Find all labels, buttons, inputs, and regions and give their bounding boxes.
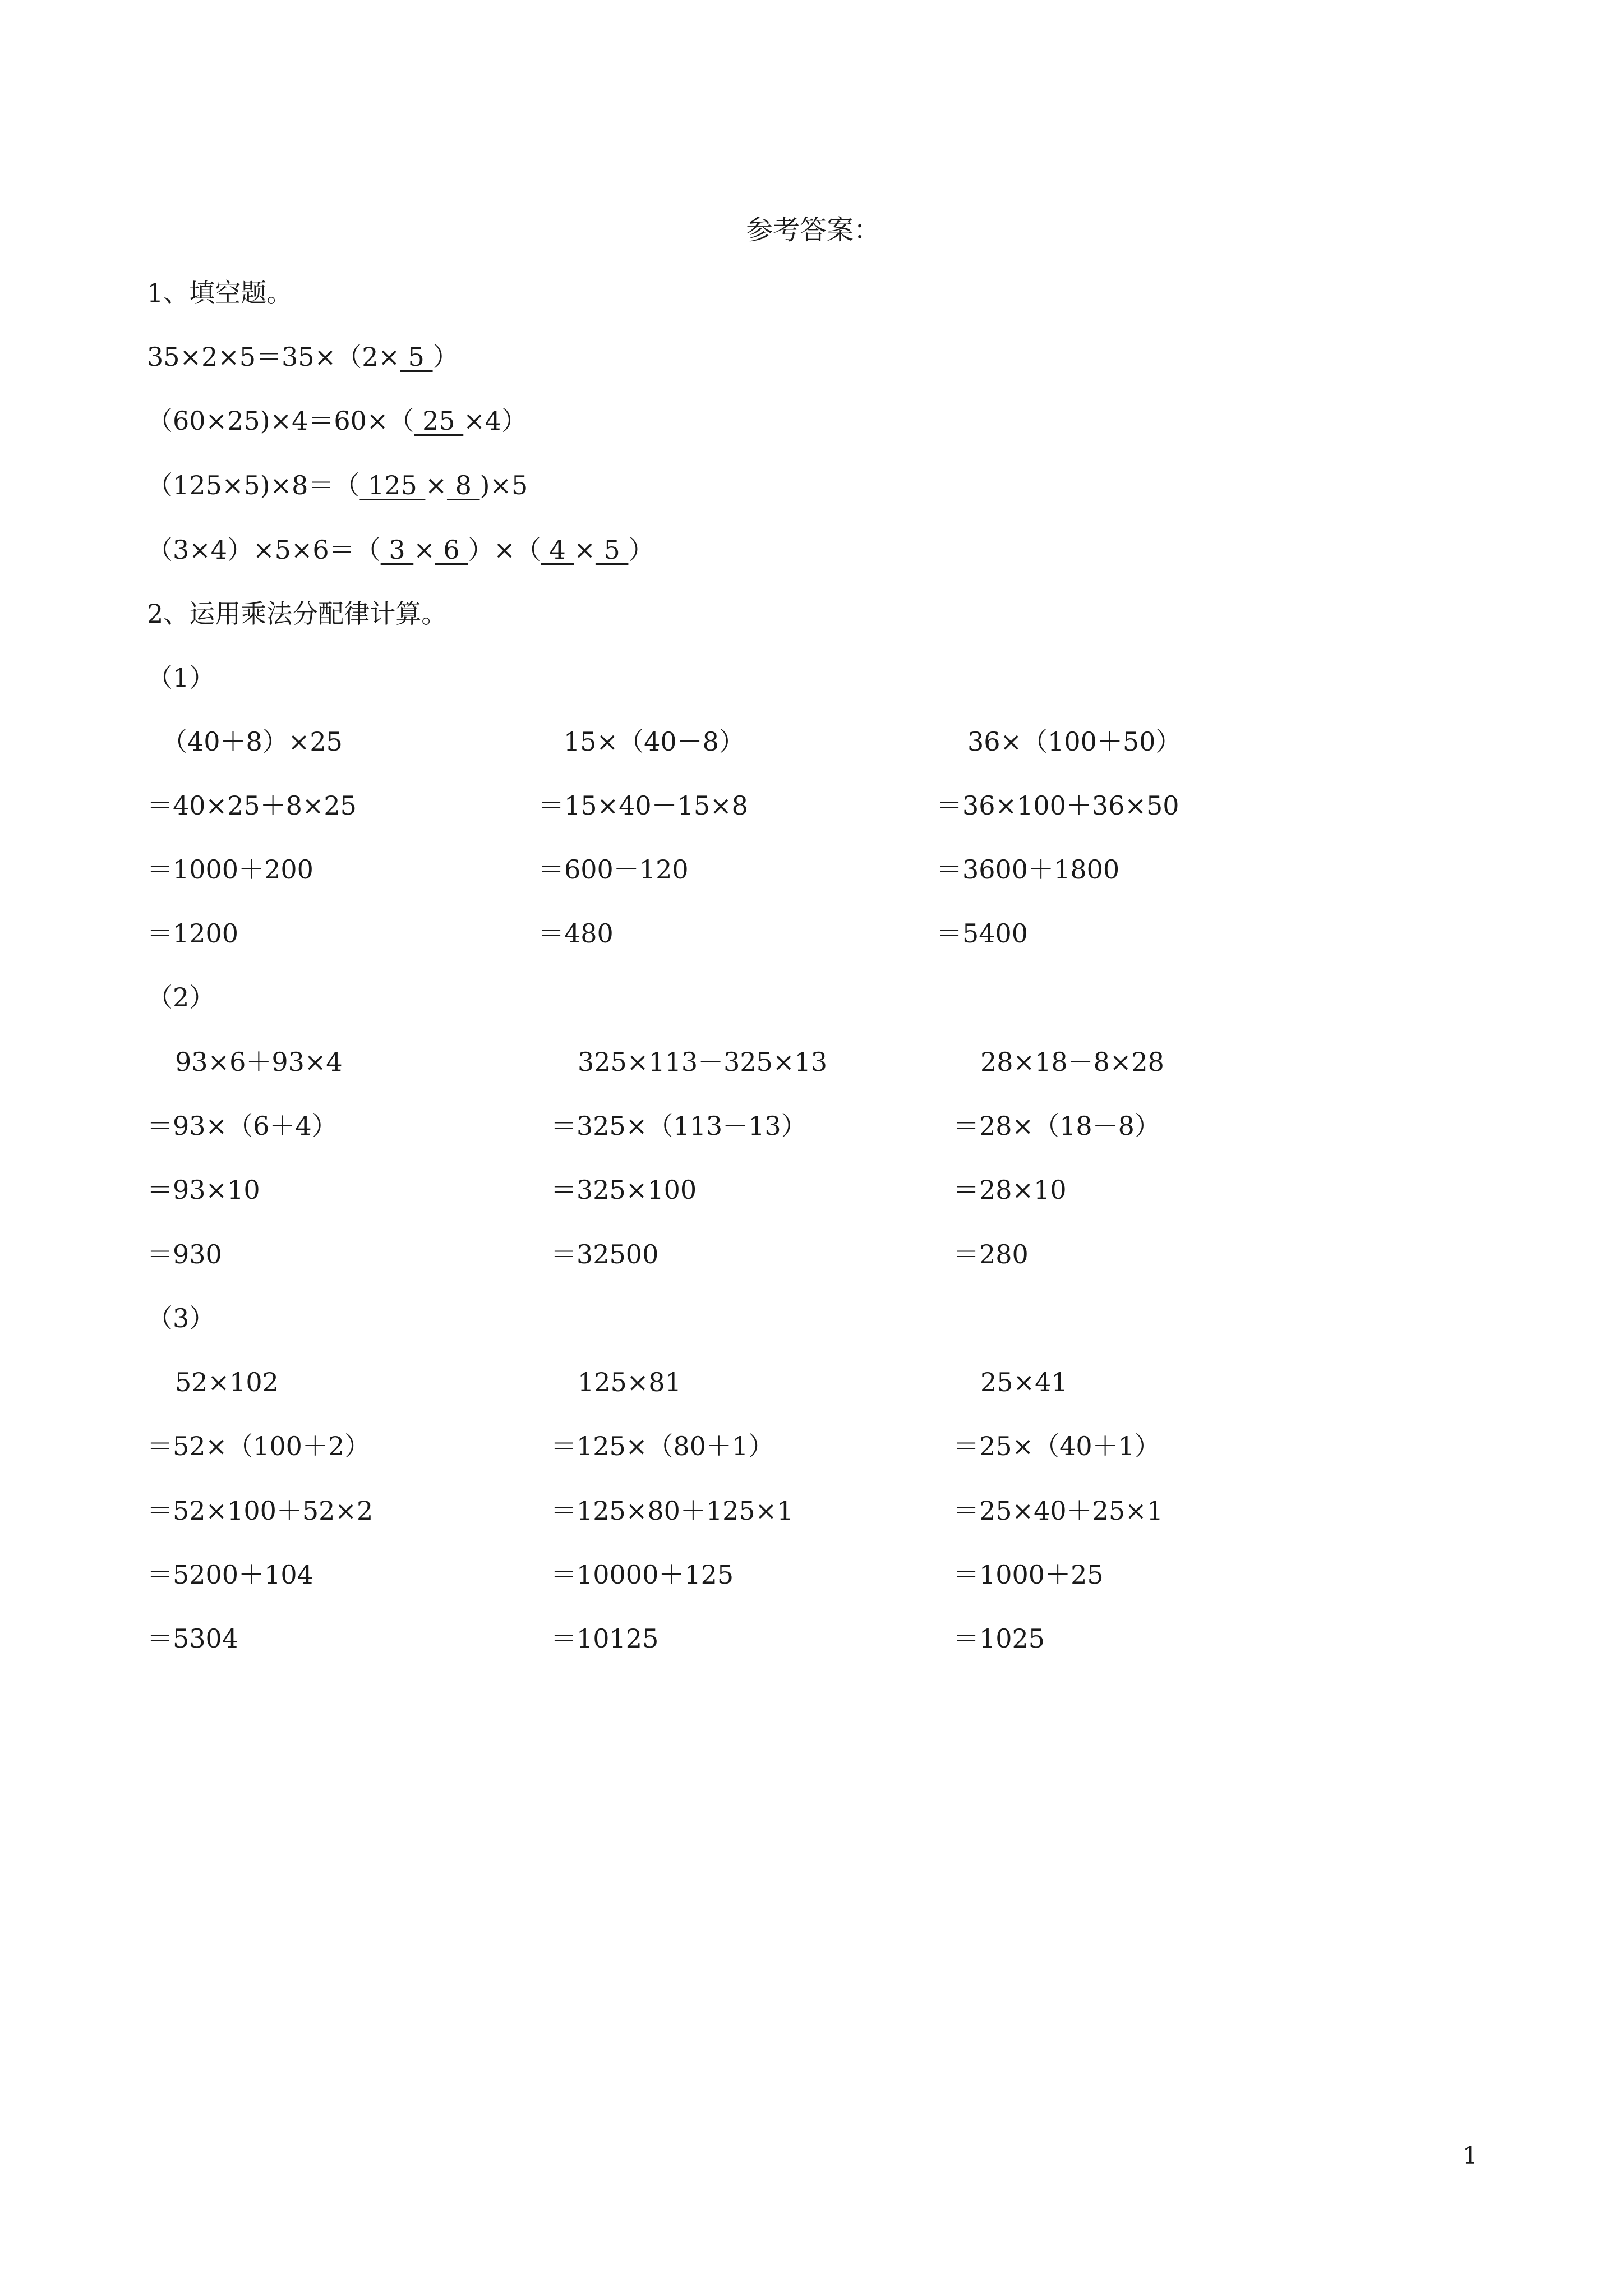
fill-line-3-end: )×5 — [479, 470, 528, 500]
step-line: ＝325×（113－13） — [551, 1111, 807, 1141]
answer-blank: 4 — [541, 535, 574, 565]
answer-blank: 6 — [435, 535, 468, 565]
fill-line-2 — [147, 404, 527, 438]
step-line: ＝1000＋25 — [953, 1559, 1104, 1590]
step-line: ＝280 — [953, 1239, 1029, 1269]
step-line: ＝5400 — [937, 918, 1029, 949]
step-line: ＝28×10 — [953, 1175, 1067, 1205]
step-line: （40＋8）×25 — [162, 726, 343, 757]
fill-line-4-mid2: ）×（ — [468, 535, 541, 565]
section1-heading: 1、填空题。 — [147, 278, 293, 308]
step-line: ＝3600＋1800 — [937, 854, 1120, 885]
step-line: ＝1025 — [953, 1623, 1045, 1654]
answer-blank: 125 — [359, 470, 426, 500]
step-line: 125×81 — [578, 1367, 681, 1397]
step-line: ＝25×（40＋1） — [953, 1431, 1160, 1461]
section2-heading: 2、运用乘法分配律计算。 — [147, 599, 448, 629]
step-line: ＝1200 — [147, 918, 239, 949]
group-label-3: （3） — [147, 1303, 215, 1333]
step-line: ＝93×（6＋4） — [147, 1111, 338, 1141]
step-line: ＝325×100 — [551, 1175, 697, 1205]
step-line: ＝1000＋200 — [147, 854, 313, 885]
group-label-2: （2） — [147, 982, 215, 1013]
step-line: ＝52×100＋52×2 — [147, 1496, 374, 1526]
step-line: ＝5304 — [147, 1623, 239, 1654]
answer-blank: 3 — [380, 535, 414, 565]
step-line: 15×（40－8） — [564, 726, 745, 757]
answer-blank: 5 — [400, 342, 433, 372]
fill-line-4-mid3: × — [574, 535, 596, 565]
fill-line-1-end: ） — [432, 342, 459, 372]
answer-blank: 5 — [595, 535, 629, 565]
step-line: ＝125×80＋125×1 — [551, 1496, 794, 1526]
fill-line-2-end: ×4） — [463, 406, 528, 436]
fill-line-4-end: ） — [628, 535, 654, 565]
answer-blank: 8 — [446, 470, 480, 500]
step-line: 28×18－8×28 — [980, 1047, 1164, 1077]
step-line: 93×6＋93×4 — [175, 1047, 343, 1077]
step-line: ＝600－120 — [538, 854, 689, 885]
step-line: ＝93×10 — [147, 1175, 260, 1205]
step-line: ＝5200＋104 — [147, 1559, 313, 1590]
answer-blank: 25 — [414, 406, 464, 436]
fill-line-1-text: 35×2×5＝35×（2× — [147, 342, 400, 372]
step-line: ＝32500 — [551, 1239, 659, 1269]
step-line: ＝930 — [147, 1239, 222, 1269]
step-line: ＝52×（100＋2） — [147, 1431, 371, 1461]
fill-line-2-text: （60×25)×4＝60×（ — [147, 406, 414, 436]
fill-line-3-text: （125×5)×8＝（ — [147, 470, 360, 500]
group-label-1: （1） — [147, 662, 215, 693]
step-line: ＝36×100＋36×50 — [937, 790, 1179, 821]
step-line: 325×113－325×13 — [578, 1047, 828, 1077]
fill-line-4-text: （3×4）×5×6＝（ — [147, 535, 381, 565]
step-line: 25×41 — [980, 1367, 1068, 1397]
step-line: ＝125×（80＋1） — [551, 1431, 774, 1461]
fill-line-1 — [147, 340, 459, 374]
step-line: ＝28×（18－8） — [953, 1111, 1160, 1141]
page-number: 1 — [1463, 2142, 1478, 2169]
page-title: 参考答案： — [746, 214, 881, 246]
fill-line-3-mid: × — [425, 470, 447, 500]
step-line: 36×（100＋50） — [967, 726, 1182, 757]
step-line: ＝25×40＋25×1 — [953, 1496, 1163, 1526]
step-line: ＝15×40－15×8 — [538, 790, 748, 821]
fill-line-4 — [147, 533, 654, 567]
fill-line-4-mid: × — [413, 535, 435, 565]
step-line: ＝10000＋125 — [551, 1559, 734, 1590]
step-line: ＝40×25＋8×25 — [147, 790, 357, 821]
step-line: ＝480 — [538, 918, 614, 949]
step-line: 52×102 — [175, 1367, 279, 1397]
step-line: ＝10125 — [551, 1623, 659, 1654]
fill-line-3 — [147, 468, 528, 502]
